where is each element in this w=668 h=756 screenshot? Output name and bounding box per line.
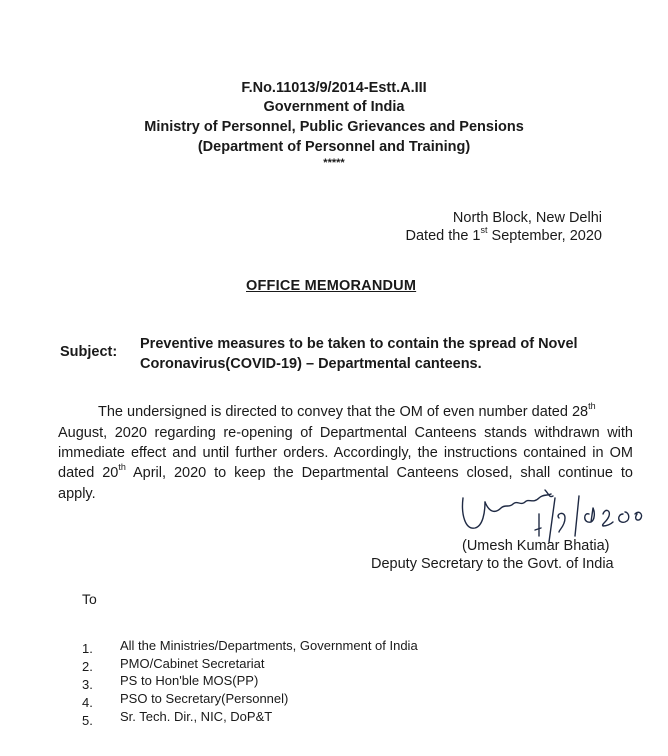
body-line-5: apply.: [58, 486, 96, 502]
body-line-4-sup: th: [118, 462, 126, 473]
body-line-1-sup: th: [588, 401, 596, 412]
recipient-text: PSO to Secretary(Personnel): [120, 691, 289, 706]
recipient-text: PS to Hon'ble MOS(PP): [120, 673, 259, 688]
department-heading: (Department of Personnel and Training): [197, 139, 471, 155]
date-line: [405, 225, 602, 244]
date-prefix: Dated the 1: [405, 228, 481, 244]
header-stars: *****: [323, 157, 345, 169]
body-line-3: immediate effect and until further orders. Accordingly, the instructions contained in OM: [58, 445, 633, 461]
recipient-number: 5.: [82, 713, 93, 728]
body-line-1-text: The undersigned is directed to convey that the OM of even number dated 28: [98, 404, 589, 420]
place-location: North Block, New Delhi: [452, 210, 602, 226]
recipient-text: PMO/Cabinet Secretariat: [120, 656, 265, 671]
to-label: To: [82, 591, 97, 607]
subject-line-1: Preventive measures to be taken to contain the spread of Novel: [140, 336, 578, 352]
file-number: F.No.11013/9/2014-Estt.A.III: [241, 80, 427, 96]
signatory-name: (Umesh Kumar Bhatia): [462, 538, 610, 554]
recipient-number: 2.: [82, 659, 93, 674]
recipient-text: All the Ministries/Departments, Government of India: [120, 638, 418, 653]
body-line-1: [98, 401, 596, 420]
date-sup: st: [480, 225, 488, 236]
recipient-text: Sr. Tech. Dir., NIC, DoP&T: [120, 709, 273, 724]
body-line-2: August, 2020 regarding re-opening of Departmental Canteens stands withdrawn with: [58, 425, 633, 441]
recipient-number: 3.: [82, 677, 93, 692]
subject-line-2: Coronavirus(COVID-19) – Departmental canteens.: [140, 356, 482, 372]
body-line-4-b: April, 2020 to keep the Departmental Canteens closed, shall continue to: [125, 465, 633, 481]
signatory-designation: Deputy Secretary to the Govt. of India: [371, 556, 614, 572]
recipient-number: 1.: [82, 641, 93, 656]
body-line-4: [58, 462, 633, 481]
subject-label: Subject:: [60, 344, 118, 360]
body-line-4-a: dated 20: [58, 465, 119, 481]
ministry-heading: Ministry of Personnel, Public Grievances and Pensions: [144, 119, 524, 135]
memo-title: OFFICE MEMORANDUM: [246, 278, 417, 294]
recipient-number: 4.: [82, 695, 93, 710]
government-heading: Government of India: [263, 99, 405, 115]
date-suffix: September, 2020: [487, 228, 602, 244]
